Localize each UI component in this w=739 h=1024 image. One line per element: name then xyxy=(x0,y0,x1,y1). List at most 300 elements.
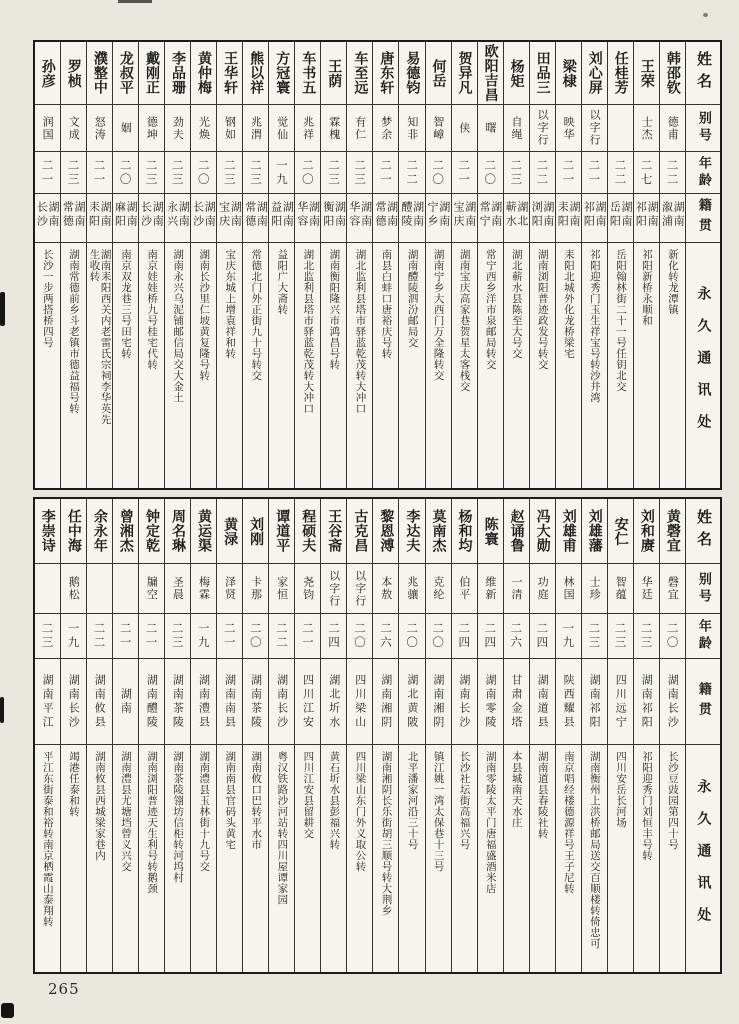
person-native-place-cell xyxy=(530,194,555,243)
person-name-cell xyxy=(243,499,268,564)
person-native-place: 湖南醴陵 xyxy=(145,673,159,730)
person-alias: 霖槐 xyxy=(327,115,341,141)
person-alias-cell xyxy=(61,564,86,614)
person-age-cell xyxy=(373,152,398,194)
person-column xyxy=(294,42,320,488)
person-age-cell xyxy=(295,152,320,194)
person-address-cell xyxy=(504,745,529,972)
person-native-place-cell xyxy=(504,194,529,243)
person-alias-cell xyxy=(582,105,607,152)
header-cell-address xyxy=(686,745,720,972)
person-alias-cell xyxy=(217,105,242,152)
person-alias-cell xyxy=(295,564,320,614)
person-column xyxy=(607,499,633,972)
person-name: 戴刚正 xyxy=(143,51,160,95)
person-alias: 梦余 xyxy=(379,115,393,141)
person-name: 黄磬宜 xyxy=(664,509,681,553)
person-address: 湖北蕲水县陈至大号交 xyxy=(510,249,523,359)
person-address-cell xyxy=(452,745,477,972)
person-age-cell xyxy=(399,614,424,659)
person-age-cell xyxy=(478,152,503,194)
person-column xyxy=(216,42,242,488)
person-address: 四川安岳长河场 xyxy=(614,751,627,828)
person-address: 湖南澧县尤塘垱曾义兴交 xyxy=(120,751,133,872)
person-name-cell xyxy=(87,42,112,105)
person-alias: 兆骧 xyxy=(405,576,419,601)
person-address-cell xyxy=(113,243,138,488)
person-age: 二四 xyxy=(457,622,472,650)
person-age: 二三 xyxy=(613,622,628,650)
person-alias-cell xyxy=(139,105,164,152)
person-age-cell xyxy=(243,152,268,194)
person-age: 二〇 xyxy=(665,622,680,650)
person-age-cell xyxy=(634,614,659,659)
person-column xyxy=(268,499,294,972)
person-column xyxy=(503,499,529,972)
person-name: 韩邵钦 xyxy=(664,51,681,95)
person-native-place-cell xyxy=(35,194,60,243)
person-column xyxy=(268,42,294,488)
person-native-place-cell xyxy=(478,194,503,243)
person-name: 刘和赓 xyxy=(638,509,655,553)
person-column xyxy=(35,42,60,488)
person-alias-cell xyxy=(113,105,138,152)
scan-artifact xyxy=(0,697,4,723)
person-name-cell xyxy=(347,499,372,564)
person-age-cell xyxy=(295,614,320,659)
person-name: 刘雄藩 xyxy=(586,509,603,553)
person-native-place: 湖南平江 xyxy=(41,673,55,730)
person-native-place-cell xyxy=(191,194,216,243)
person-alias: 士杰 xyxy=(640,115,654,141)
person-age: 二〇 xyxy=(431,622,446,650)
person-name: 欧阳吉昌 xyxy=(482,44,499,102)
person-native-place: 湖南常宁 xyxy=(478,201,503,229)
header-cell-age xyxy=(686,152,720,194)
person-name: 黄渌 xyxy=(222,516,239,546)
person-name: 孙彦 xyxy=(39,58,56,88)
header-alias-label: 别号 xyxy=(695,571,711,606)
person-column xyxy=(477,42,503,488)
person-address: 湖南零陵太平门唐福盛酒米店 xyxy=(484,751,497,894)
person-alias: 功庭 xyxy=(536,576,550,601)
person-native-place: 甘肃金塔 xyxy=(510,673,524,730)
person-address-cell xyxy=(269,745,294,972)
person-column xyxy=(425,42,451,488)
person-alias: 姻 xyxy=(119,121,133,135)
person-native-place-cell xyxy=(113,659,138,745)
person-native-place: 湖南宝庆 xyxy=(452,201,477,229)
person-address-cell xyxy=(295,745,320,972)
person-native-place-cell xyxy=(582,194,607,243)
person-alias: 以字行 xyxy=(353,569,367,608)
person-address-cell xyxy=(399,745,424,972)
person-name: 濮整中 xyxy=(91,51,108,95)
person-name: 贺异凡 xyxy=(456,51,473,95)
person-address-cell xyxy=(530,243,555,488)
person-native-place: 湖南 xyxy=(119,687,133,716)
person-alias-cell xyxy=(217,564,242,614)
person-alias-cell xyxy=(530,564,555,614)
person-address: 岳阳翰林街二十一号任钥北交 xyxy=(614,249,627,392)
person-age: 二一 xyxy=(587,158,602,187)
person-alias-cell xyxy=(243,564,268,614)
person-alias-cell xyxy=(478,564,503,614)
person-alias: 曙 xyxy=(483,121,497,135)
person-alias: 以字行 xyxy=(588,109,602,147)
person-name: 陈寰 xyxy=(482,516,499,546)
person-name: 车至远 xyxy=(352,51,369,95)
person-name: 李品珊 xyxy=(170,51,186,95)
person-alias-cell xyxy=(399,105,424,152)
person-name: 罗桢 xyxy=(65,58,82,88)
person-address-cell xyxy=(165,745,190,972)
person-column xyxy=(190,499,216,972)
table-section-top xyxy=(33,40,722,490)
person-name-cell xyxy=(295,42,320,105)
person-name-cell xyxy=(35,499,60,564)
person-alias: 以字行 xyxy=(327,569,341,608)
person-native-place-cell xyxy=(452,194,477,243)
person-alias: 有仁 xyxy=(353,115,367,141)
person-alias: 磬宜 xyxy=(666,576,680,601)
person-address-cell xyxy=(217,243,242,488)
person-alias-cell xyxy=(373,564,398,614)
person-address: 镇江姚一湾太保巷十三号 xyxy=(432,751,445,872)
person-name: 余永年 xyxy=(91,509,108,553)
person-name-cell xyxy=(217,499,242,564)
person-native-place: 四川梁山 xyxy=(353,673,367,730)
person-address-cell xyxy=(660,243,685,488)
person-native-place-cell xyxy=(217,659,242,745)
person-native-place: 湖南攸县 xyxy=(93,673,107,730)
person-alias: 觉仙 xyxy=(275,115,289,141)
person-alias: 钢如 xyxy=(223,115,237,141)
person-address-cell xyxy=(321,745,346,972)
person-alias: 本敖 xyxy=(379,576,393,601)
person-age: 二三 xyxy=(248,158,263,187)
person-age: 二〇 xyxy=(431,158,446,187)
header-age-label: 年龄 xyxy=(695,619,711,653)
person-native-place-cell xyxy=(113,194,138,243)
person-address-cell xyxy=(87,243,112,488)
person-alias-cell xyxy=(556,564,581,614)
person-alias: 自绳 xyxy=(510,115,524,141)
person-age-cell xyxy=(269,614,294,659)
person-alias-cell xyxy=(530,105,555,152)
person-native-place: 湖南宝庆 xyxy=(217,201,243,229)
page-number: 265 xyxy=(48,980,80,998)
person-age-cell xyxy=(191,152,216,194)
person-age-cell xyxy=(608,614,633,659)
person-name-cell xyxy=(113,499,138,564)
person-column xyxy=(190,42,216,488)
person-age: 二一 xyxy=(222,622,237,650)
person-column xyxy=(242,42,268,488)
person-name-cell xyxy=(452,499,477,564)
person-column xyxy=(294,499,320,972)
person-address: 粤汉铁路沙河站转四川屋谭家园 xyxy=(276,751,289,905)
person-age: 二二 xyxy=(535,158,550,187)
person-native-place: 湖南华容 xyxy=(295,201,321,229)
person-native-place-cell xyxy=(269,194,294,243)
person-column xyxy=(320,499,346,972)
person-column xyxy=(633,499,659,972)
person-native-place-cell xyxy=(556,194,581,243)
person-column xyxy=(138,42,164,488)
person-age: 二〇 xyxy=(405,622,420,650)
person-column xyxy=(242,499,268,972)
person-column xyxy=(659,499,685,972)
person-address: 益阳广大斋转 xyxy=(276,249,289,315)
person-age-cell xyxy=(660,152,685,194)
person-alias-cell xyxy=(556,105,581,152)
person-alias-cell xyxy=(35,105,60,152)
header-name-label: 姓名 xyxy=(694,51,713,95)
person-address-cell xyxy=(452,243,477,488)
person-age: 二〇 xyxy=(196,158,211,187)
person-native-place: 湖南浏阳 xyxy=(530,201,555,229)
person-native-place: 湖南永兴 xyxy=(165,201,191,229)
person-native-place-cell xyxy=(556,659,581,745)
person-column xyxy=(503,42,529,488)
person-native-place-cell xyxy=(61,194,86,243)
person-name-cell xyxy=(269,42,294,105)
person-address: 常德北门外正街九十号转交 xyxy=(250,249,263,381)
person-age: 二〇 xyxy=(483,158,498,187)
person-native-place: 陕西耀县 xyxy=(562,673,576,730)
person-name-cell xyxy=(139,499,164,564)
person-address: 竭港任泰和转 xyxy=(67,751,80,817)
person-age: 二三 xyxy=(587,622,602,650)
person-alias: 一清 xyxy=(510,576,524,601)
person-address: 南京娃娃桥九号桂宅代转 xyxy=(146,249,159,370)
person-native-place: 湖南祁阳 xyxy=(582,201,607,229)
person-address-cell xyxy=(582,745,607,972)
person-age: 二一 xyxy=(144,622,159,650)
person-alias: 士珍 xyxy=(588,576,602,601)
person-alias: 梅霖 xyxy=(197,576,211,601)
person-alias-cell xyxy=(321,564,346,614)
person-age: 二六 xyxy=(509,622,524,650)
person-alias: 卡那 xyxy=(249,576,263,601)
person-age: 二二 xyxy=(405,158,420,187)
person-address-cell xyxy=(373,745,398,972)
person-column xyxy=(555,499,581,972)
person-native-place-cell xyxy=(660,659,685,745)
person-name-cell xyxy=(634,42,659,105)
person-native-place-cell xyxy=(87,194,112,243)
person-alias: 文成 xyxy=(67,115,81,141)
person-address-cell xyxy=(269,243,294,488)
person-age: 二二 xyxy=(274,622,289,650)
person-age-cell xyxy=(321,614,346,659)
person-column xyxy=(425,499,451,972)
person-alias-cell xyxy=(373,105,398,152)
person-address-cell xyxy=(139,243,164,488)
person-address: 湖南浏阳普迹政发号转交 xyxy=(536,249,549,370)
person-alias-cell xyxy=(243,105,268,152)
person-native-place-cell xyxy=(399,659,424,745)
person-age-cell xyxy=(660,614,685,659)
person-native-place: 湖南宁乡 xyxy=(426,201,451,229)
person-name-cell xyxy=(295,499,320,564)
person-alias: 映华 xyxy=(562,115,576,141)
person-address: 湖南长沙里仁坡黄复隆号转 xyxy=(198,249,211,381)
person-age: 二〇 xyxy=(300,158,315,187)
person-address-cell xyxy=(191,745,216,972)
person-column xyxy=(86,499,112,972)
person-native-place: 湖南湘阴 xyxy=(431,673,445,730)
person-name: 杨矩 xyxy=(508,58,525,88)
person-native-place: 四川江安 xyxy=(301,673,315,730)
person-name-cell xyxy=(504,42,529,105)
person-age: 二三 xyxy=(509,158,524,187)
person-address: 四川梁山东门外义取公转 xyxy=(354,751,367,872)
person-alias-cell xyxy=(269,564,294,614)
person-alias-cell xyxy=(634,105,659,152)
person-age: 一九 xyxy=(274,158,289,187)
person-age: 二三 xyxy=(170,622,185,650)
person-name-cell xyxy=(373,499,398,564)
person-column xyxy=(346,42,372,488)
person-address-cell xyxy=(608,745,633,972)
person-address-cell xyxy=(61,745,86,972)
person-name: 安仁 xyxy=(612,516,629,546)
person-age: 二二 xyxy=(92,622,107,650)
header-alias-label: 别号 xyxy=(695,111,711,145)
person-name: 李达夫 xyxy=(404,509,421,553)
scan-artifact xyxy=(1,1003,14,1018)
person-alias-cell xyxy=(139,564,164,614)
person-native-place-cell xyxy=(452,659,477,745)
person-native-place-cell xyxy=(608,659,633,745)
person-name-cell xyxy=(269,499,294,564)
person-age-cell xyxy=(504,152,529,194)
person-name-cell xyxy=(191,42,216,105)
person-address-cell xyxy=(608,243,633,488)
person-native-place-cell xyxy=(165,659,190,745)
person-address: 常宁西乡洋市泉邮局转交 xyxy=(484,249,497,370)
header-cell-name xyxy=(686,42,720,105)
scan-artifact xyxy=(0,292,5,326)
person-alias-cell xyxy=(452,105,477,152)
person-column xyxy=(659,42,685,488)
person-address-cell xyxy=(556,745,581,972)
person-age-cell xyxy=(582,152,607,194)
person-age: 二四 xyxy=(483,622,498,650)
person-address-cell xyxy=(373,243,398,488)
person-age-cell xyxy=(61,614,86,659)
person-address: 湖南浏阳普迹天生利号转鹅颈 xyxy=(146,751,159,894)
person-native-place: 湖南祁阳 xyxy=(588,673,602,730)
person-native-place: 湖南长沙 xyxy=(666,673,680,730)
person-alias: 兆渭 xyxy=(249,115,263,141)
person-column xyxy=(216,499,242,972)
person-native-place-cell xyxy=(347,194,372,243)
person-address: 湖南湘阴长乐街胡三顺号转大荆乡 xyxy=(380,751,393,916)
person-native-place-cell xyxy=(139,194,164,243)
person-age: 一九 xyxy=(561,622,576,650)
person-address-cell xyxy=(87,745,112,972)
header-name-label: 姓名 xyxy=(694,509,713,553)
person-alias: 德甫 xyxy=(666,115,680,141)
person-address-cell xyxy=(530,745,555,972)
person-age: 二二 xyxy=(665,158,680,187)
person-age-cell xyxy=(165,152,190,194)
person-address: 黄石圻水县彭福兴转 xyxy=(328,751,341,850)
person-address: 湖南南县官码头黄宅 xyxy=(224,751,237,850)
person-age-cell xyxy=(582,614,607,659)
header-cell-name xyxy=(686,499,720,564)
person-native-place-cell xyxy=(321,194,346,243)
person-alias-cell xyxy=(478,105,503,152)
person-name: 任桂芳 xyxy=(612,51,629,95)
person-address: 长沙社坛街高福兴号 xyxy=(458,751,471,850)
person-address: 平江东街泰和裕转南京栖霞山泰翔转 xyxy=(41,751,54,927)
person-address: 湖北监利县塔市驿蓝乾茂转大冲口 xyxy=(354,249,367,414)
person-address: 湖南醴陵泗汾邮局交 xyxy=(406,249,419,348)
person-name: 李崇诗 xyxy=(39,509,56,553)
person-name-cell xyxy=(452,42,477,105)
header-address-label: 永久通讯处 xyxy=(695,285,712,446)
header-cell-alias xyxy=(686,564,720,614)
person-address-cell xyxy=(165,243,190,488)
person-name-cell xyxy=(139,42,164,105)
person-alias: 克纶 xyxy=(431,576,445,601)
person-native-place: 湖南道县 xyxy=(536,673,550,730)
person-native-place: 湖北黄陂 xyxy=(405,673,419,730)
person-address-cell xyxy=(295,243,320,488)
person-alias-cell xyxy=(295,105,320,152)
person-alias: 兆祥 xyxy=(301,115,315,141)
person-column xyxy=(372,42,398,488)
person-column xyxy=(607,42,633,488)
person-age: 二四 xyxy=(326,622,341,650)
person-age-cell xyxy=(113,152,138,194)
person-native-place: 湖南常德 xyxy=(373,201,399,229)
header-cell-address xyxy=(686,243,720,488)
person-address-cell xyxy=(321,243,346,488)
person-native-place: 湖南常德 xyxy=(61,201,86,229)
person-name-cell xyxy=(165,499,190,564)
person-alias-cell xyxy=(87,564,112,614)
person-age-cell xyxy=(504,614,529,659)
person-age-cell xyxy=(139,614,164,659)
person-address: 湖南攸县西城梁家巷内 xyxy=(94,751,106,861)
person-native-place-cell xyxy=(295,659,320,745)
person-address-cell xyxy=(217,745,242,972)
person-age: 一九 xyxy=(66,622,81,650)
person-alias-cell xyxy=(426,564,451,614)
person-native-place: 湖南醴陵 xyxy=(400,201,425,229)
person-name-cell xyxy=(243,42,268,105)
person-native-place: 湖南华容 xyxy=(347,201,373,229)
person-age: 二一 xyxy=(40,158,55,187)
person-name: 熊以祥 xyxy=(248,51,265,95)
person-address: 本县城南天水庄 xyxy=(510,751,523,828)
person-alias-cell xyxy=(347,105,372,152)
person-address-cell xyxy=(347,745,372,972)
person-alias-cell xyxy=(426,105,451,152)
person-age: 二三 xyxy=(40,622,55,650)
person-native-place-cell xyxy=(269,659,294,745)
header-native-place-label: 籍贯 xyxy=(695,198,711,238)
table-section-bottom xyxy=(33,497,722,974)
person-name: 田品三 xyxy=(534,51,551,95)
person-address-cell xyxy=(243,745,268,972)
person-age: 二〇 xyxy=(353,622,367,650)
